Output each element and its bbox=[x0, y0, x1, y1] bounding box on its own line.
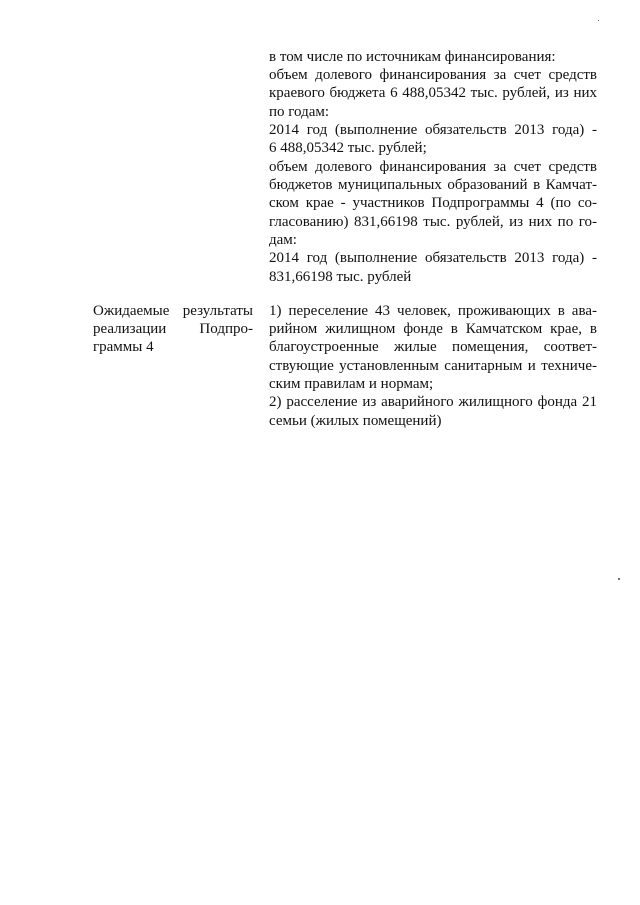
results-line: ствующие установленным санитарным и техниче- bbox=[269, 358, 597, 374]
financing-line: 2014 год (выполнение обязательств 2013 года) - bbox=[269, 250, 597, 266]
financing-line: дам: bbox=[269, 232, 297, 248]
results-label-line: граммы 4 bbox=[93, 339, 154, 355]
results-line: рийном жилищном фонде в Камчатском крае, в bbox=[269, 321, 597, 337]
financing-line: в том числе по источникам финансирования: bbox=[269, 49, 556, 65]
results-line: 2) расселение из аварийного жилищного фонда 21 bbox=[269, 394, 597, 410]
financing-line: ском крае - участников Подпрограммы 4 (по со- bbox=[269, 195, 597, 211]
results-line: 1) переселение 43 человек, проживающих в ава- bbox=[269, 303, 597, 319]
financing-line: бюджетов муниципальных образований в Камчат- bbox=[269, 177, 597, 193]
results-line: ским правилам и нормам; bbox=[269, 376, 434, 392]
financing-line: 2014 год (выполнение обязательств 2013 года) - bbox=[269, 122, 597, 138]
results-line: семьи (жилых помещений) bbox=[269, 413, 442, 429]
financing-line: краевого бюджета 6 488,05342 тыс. рублей, из них bbox=[269, 85, 597, 101]
financing-line: 6 488,05342 тыс. рублей; bbox=[269, 140, 427, 156]
financing-line: по годам: bbox=[269, 104, 330, 120]
financing-line: 831,66198 тыс. рублей bbox=[269, 269, 412, 285]
results-label-line: реализации Подпро- bbox=[93, 321, 253, 337]
scan-speck bbox=[618, 578, 620, 580]
financing-line: объем долевого финансирования за счет средств bbox=[269, 159, 597, 175]
results-line: благоустроенные жилые помещения, соответ- bbox=[269, 339, 597, 355]
results-label-line: Ожидаемые результаты bbox=[93, 303, 253, 319]
financing-line: объем долевого финансирования за счет средств bbox=[269, 67, 597, 83]
scan-speck bbox=[598, 20, 599, 21]
financing-line: гласованию) 831,66198 тыс. рублей, из них по го- bbox=[269, 214, 597, 230]
